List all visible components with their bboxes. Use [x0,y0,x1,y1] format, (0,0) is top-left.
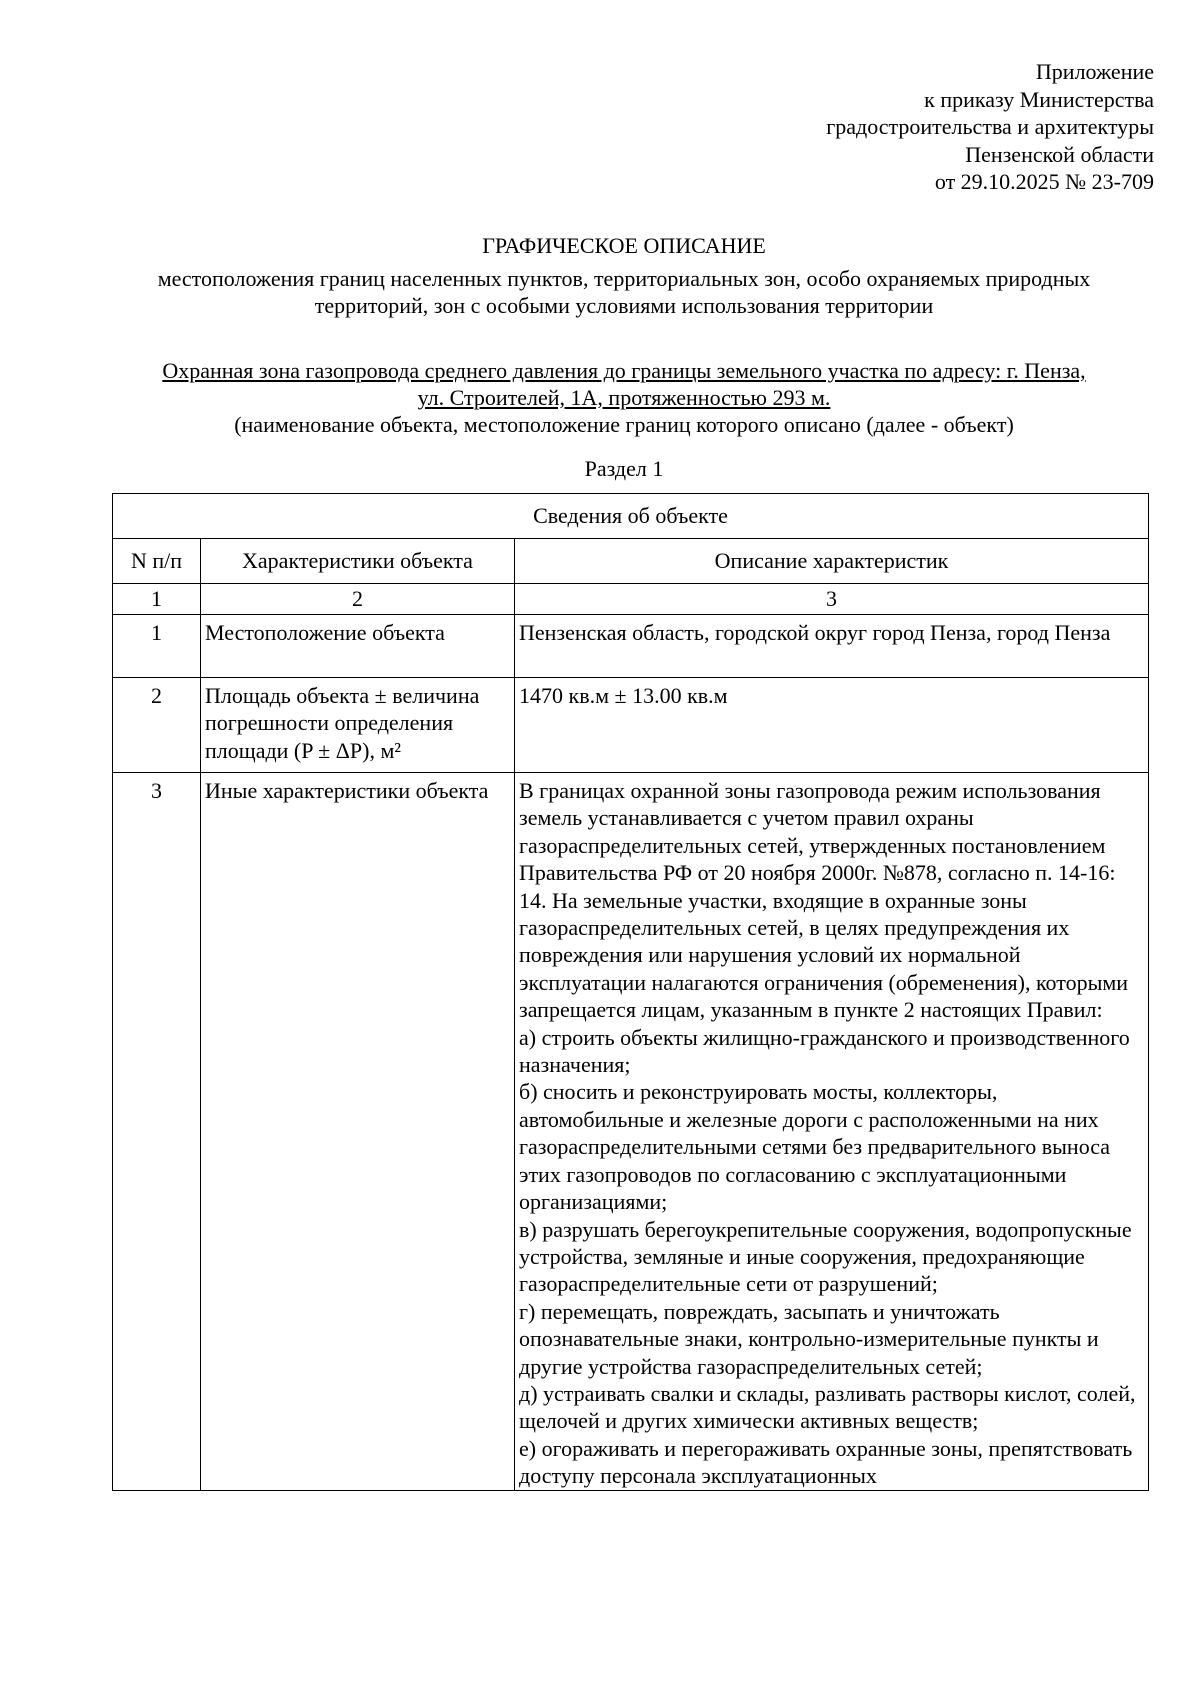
column-number: 3 [515,584,1149,615]
description-paragraph: а) строить объекты жилищно-гражданского и производственного назначения; [519,1024,1130,1078]
row-number: 2 [113,678,201,773]
row-description [515,678,1149,773]
document-subtitle [100,265,1148,319]
object-name-line: ул. Строителей, 1А, протяженностью 293 м. [417,385,831,410]
annex-line: Приложение [1035,59,1154,84]
description-paragraph: е) огораживать и перегораживать охранные зоны, препятствовать доступу персонала эксплуатационных [519,1435,1133,1489]
column-header: N п/п [113,539,201,584]
object-name-line: Охранная зона газопровода среднего давления до границы земельного участка по адресу: г. Пенза, [162,358,1086,383]
description-paragraph: д) устраивать свалки и склады, разливать растворы кислот, солей, щелочей и других химически активных веществ; [519,1380,1136,1434]
subtitle-line: местоположения границ населенных пунктов, территориальных зон, особо охраняемых природных [157,266,1091,291]
table-row [113,615,1149,678]
annex-line: к приказу Министерства [924,86,1154,112]
table-caption: Сведения об объекте [113,494,1149,539]
row-number: 1 [113,615,201,678]
row-characteristic: Площадь объекта ± величина погрешности определения площади (P ± ΔP), м² [201,678,515,773]
column-number: 1 [113,584,201,615]
description-paragraph: б) сносить и реконструировать мосты, коллекторы, автомобильные и железные дороги с расположенными на них газораспределительными сетями без предварительного выноса этих газопроводов по согласованию с эксплуатационными организациями; [519,1079,1111,1215]
column-number-row [113,584,1149,615]
annex-line: Пензенской области [965,141,1154,167]
description-paragraph: 14. На земельные участки, входящие в охранные зоны газораспределительных сетей, в целях предупреждения их повреждения или нарушения условий их нормальной эксплуатации налагаются ограничения (обременения), которыми запрещается лицам, указанным в пункте 2 настоящих Правил: [519,887,1129,1023]
table-row [113,773,1149,1491]
table-row [113,678,1149,773]
object-name [100,357,1148,411]
description-paragraph: г) перемещать, повреждать, засыпать и уничтожать опознавательные знаки, контрольно-измерительные пункты и другие устройства газораспределительных сетей; [519,1298,1099,1379]
description-paragraph: В границах охранной зоны газопровода режим использования земель устанавливается с учетом правил охраны газораспределительных сетей, утвержденных постановлением Правительства РФ от 20 ноября 2000г. №878, согласно п. 14-16: [519,778,1116,886]
column-header: Характеристики объекта [201,539,515,584]
row-characteristic: Иные характеристики объекта [201,773,515,1491]
document-title: ГРАФИЧЕСКОЕ ОПИСАНИЕ [482,233,766,258]
row-description [515,773,1149,1491]
row-description [515,615,1149,678]
description-paragraph: 1470 кв.м ± 13.00 кв.м [519,683,728,708]
section-label: Раздел 1 [584,456,664,481]
row-number: 3 [113,773,201,1491]
description-paragraph: Пензенская область, городской округ город Пенза, город Пенза [519,620,1111,645]
column-number: 2 [201,584,515,615]
description-paragraph: в) разрушать берегоукрепительные сооружения, водопропускные устройства, земляные и иные сооружения, предохраняющие газораспределительные сети от разрушений; [519,1216,1132,1297]
row-characteristic: Местоположение объекта [201,615,515,678]
object-info-table [112,493,1149,1491]
column-header: Описание характеристик [515,539,1149,584]
subtitle-line: территорий, зон с особыми условиями использования территории [314,293,934,318]
annex-line: градостроительства и архитектуры [826,114,1154,139]
table-header-row [113,539,1149,584]
annex-line: от 29.10.2025 № 23-709 [934,169,1154,194]
object-note: (наименование объекта, местоположение границ которого описано (далее - объект) [234,412,1014,437]
annex-block [826,58,1154,196]
